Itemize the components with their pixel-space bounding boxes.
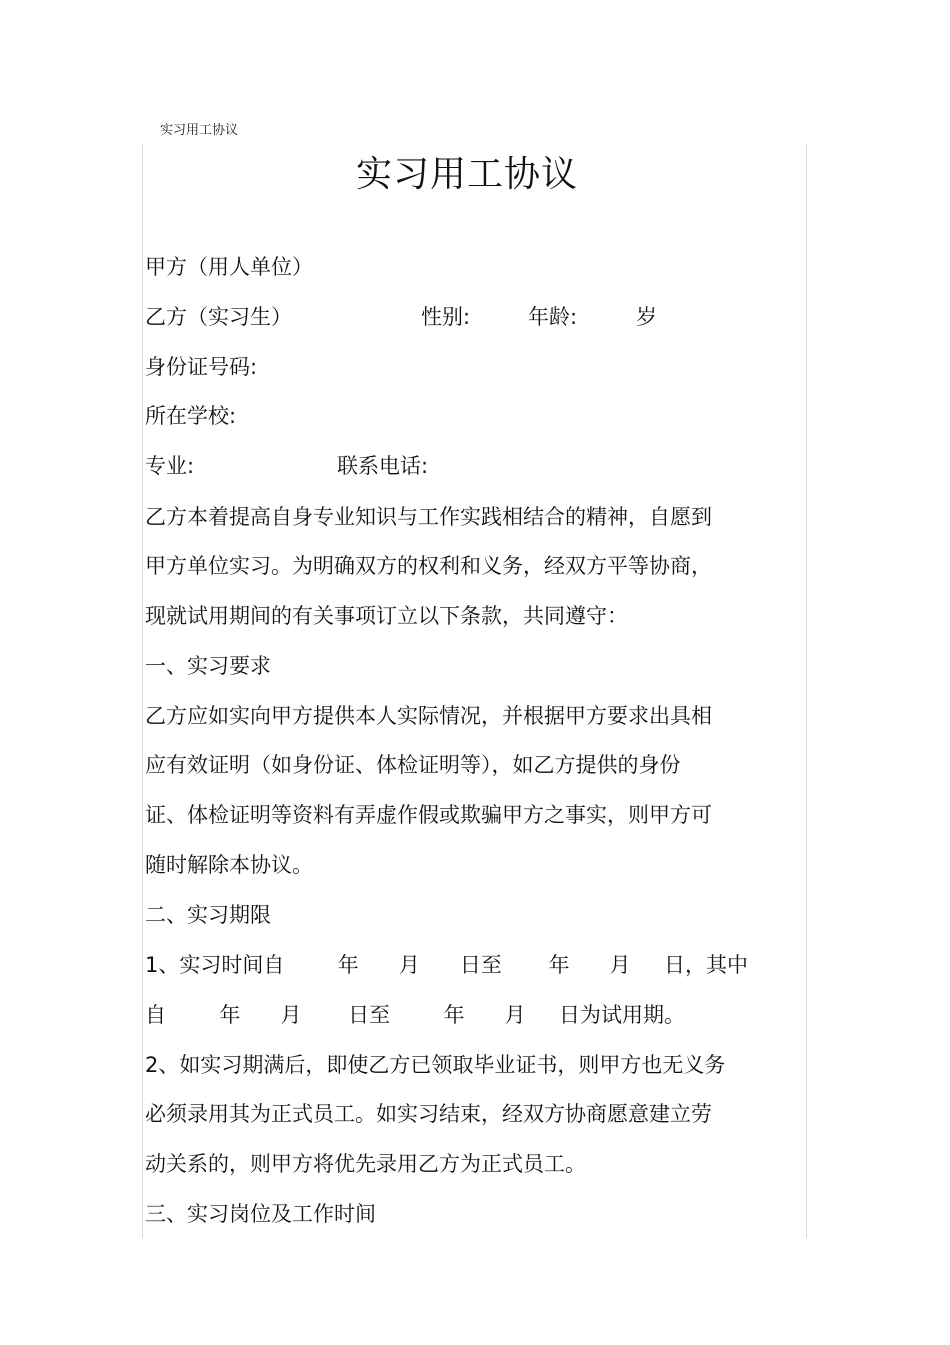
running-header: 实习用工协议 [160, 123, 239, 138]
paragraph-line: 自 年 月 日至 年 月 日为试用期。 [145, 1003, 686, 1027]
section-heading: 一、实习要求 [145, 654, 271, 678]
paragraph-line: 随时解除本协议。 [145, 853, 313, 877]
document-title: 实习用工协议 [355, 154, 578, 195]
section-heading: 二、实习期限 [145, 903, 271, 927]
phone-label: 联系电话: [337, 454, 429, 478]
paragraph-line: 动关系的，则甲方将优先录用乙方为正式员工。 [145, 1152, 586, 1176]
age-label: 年龄: [528, 305, 578, 329]
gender-label: 性别: [421, 305, 471, 329]
intro-line: 乙方本着提高自身专业知识与工作实践相结合的精神，自愿到 [145, 505, 712, 529]
party-b-label: 乙方（实习生） [145, 305, 292, 329]
paragraph-line: 应有效证明（如身份证、体检证明等），如乙方提供的身份 [145, 753, 681, 777]
school-label: 所在学校: [145, 404, 237, 428]
paragraph-line: 必须录用其为正式员工。如实习结束，经双方协商愿意建立劳 [145, 1102, 712, 1126]
paragraph-line: 2、如实习期满后，即使乙方已领取毕业证书，则甲方也无义务 [145, 1053, 726, 1077]
section-heading: 三、实习岗位及工作时间 [145, 1202, 376, 1226]
intro-line: 甲方单位实习。为明确双方的权利和义务，经双方平等协商， [145, 554, 712, 578]
left-border-rule [142, 144, 143, 1238]
paragraph-line: 1、实习时间自 年 月 日至 年 月 日，其中 [145, 953, 749, 977]
id-number-label: 身份证号码: [145, 355, 258, 379]
intro-line: 现就试用期间的有关事项订立以下条款，共同遵守： [145, 604, 628, 628]
paragraph-line: 乙方应如实向甲方提供本人实际情况，并根据甲方要求出具相 [145, 704, 712, 728]
age-unit: 岁 [636, 305, 657, 329]
party-a-label: 甲方（用人单位） [145, 255, 313, 279]
major-label: 专业: [145, 454, 195, 478]
right-border-rule [806, 144, 807, 1238]
paragraph-line: 证、体检证明等资料有弄虚作假或欺骗甲方之事实，则甲方可 [145, 803, 712, 827]
